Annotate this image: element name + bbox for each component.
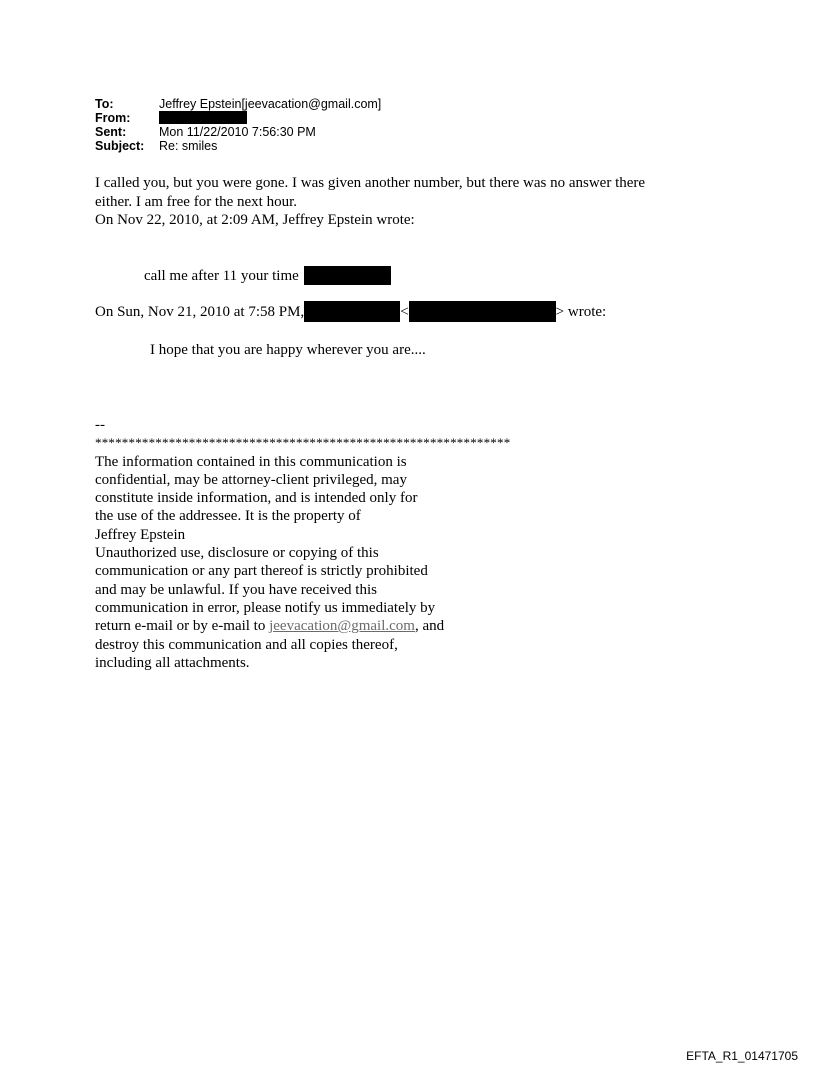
redaction-block (409, 301, 556, 322)
sent-value: Mon 11/22/2010 7:56:30 PM (159, 125, 316, 139)
disclaimer-line: including all attachments. (95, 654, 250, 671)
signature-block (95, 416, 510, 672)
signature-stars: ************************************************************** (95, 435, 511, 451)
disclaimer-line: constitute inside information, and is intended only for (95, 490, 418, 507)
disclaimer-line: confidential, may be attorney-client privileged, may (95, 471, 407, 488)
message-body (95, 174, 645, 230)
subject-label: Subject: (95, 139, 145, 153)
sent-label: Sent: (95, 125, 127, 139)
disclaimer-line-email (95, 617, 510, 635)
return-suffix: , and (414, 618, 445, 635)
signature-dashes: -- (95, 417, 105, 433)
email-link[interactable]: jeevacation@gmail.com (269, 618, 415, 635)
document-id: EFTA_R1_01471705 (686, 1049, 798, 1063)
message-line: either. I am free for the next hour. (95, 193, 298, 210)
subject-value: Re: smiles (159, 139, 218, 153)
disclaimer-line: the use of the addressee. It is the property of (95, 508, 361, 525)
disclaimer-line: Jeffrey Epstein (95, 526, 186, 543)
on-sun-text: On Sun, Nov 21, 2010 at 7:58 PM, (95, 303, 305, 320)
email-header (95, 97, 381, 153)
from-row (95, 111, 381, 125)
disclaimer-line: destroy this communication and all copies thereof, (95, 636, 398, 653)
subject-row (95, 139, 381, 153)
quote-attribution-2 (95, 301, 606, 322)
to-value: Jeffrey Epstein[jeevacation@gmail.com] (159, 97, 382, 111)
to-row (95, 97, 381, 111)
wrote-text: > wrote: (555, 303, 607, 320)
disclaimer-line: The information contained in this communication is (95, 453, 407, 470)
from-redaction (159, 111, 247, 124)
sent-row (95, 125, 381, 139)
redaction-block (304, 301, 400, 322)
from-label: From: (95, 111, 131, 125)
quoted-original: I hope that you are happy wherever you are.... (150, 342, 426, 358)
disclaimer-line: and may be unlawful. If you have received this (95, 581, 377, 598)
to-label: To: (95, 97, 114, 111)
lt-symbol: < (400, 303, 409, 320)
quoted-reply-text: call me after 11 your time (144, 267, 299, 284)
quote-attribution: On Nov 22, 2010, at 2:09 AM, Jeffrey Epstein wrote: (95, 212, 415, 228)
redaction-block (304, 266, 391, 285)
disclaimer-line: Unauthorized use, disclosure or copying of this (95, 545, 379, 562)
quoted-reply (144, 266, 391, 285)
message-line: I called you, but you were gone. I was given another number, but there was no answer there (95, 175, 646, 191)
disclaimer-line: communication or any part thereof is strictly prohibited (95, 563, 428, 580)
return-prefix: return e-mail or by e-mail to (95, 618, 270, 635)
disclaimer-line: communication in error, please notify us immediately by (95, 599, 436, 616)
